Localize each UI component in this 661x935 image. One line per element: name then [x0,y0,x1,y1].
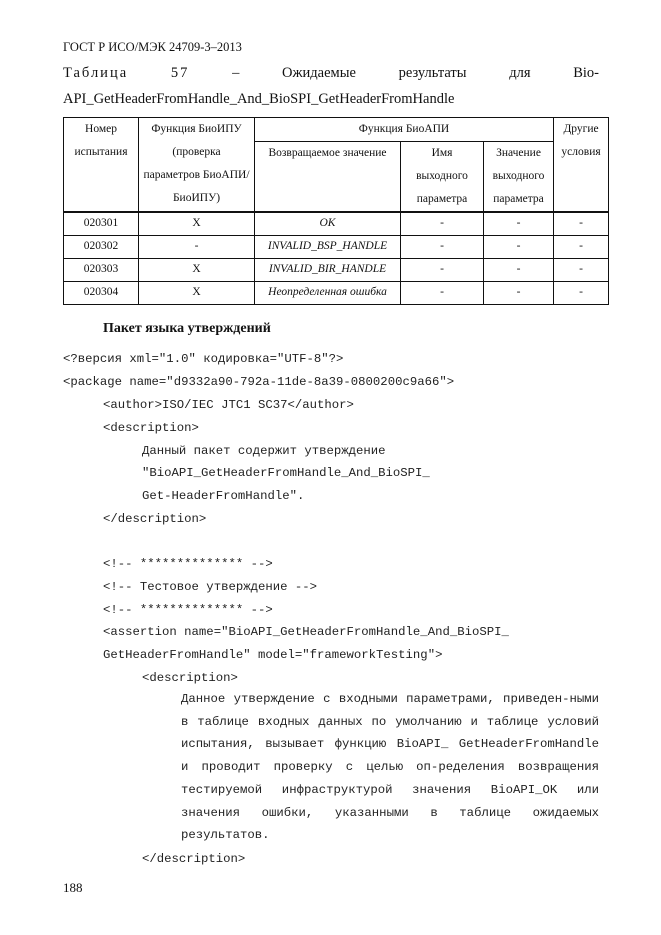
header-output-param-name: Имя выходного параметра [401,142,484,213]
header-other-conditions: Другие условия [554,118,609,213]
cell-bioipu: X [139,259,255,282]
header-bioapi-function: Функция БиоАПИ [255,118,554,142]
code-line: GetHeaderFromHandle" model="frameworkTesting"> [103,648,443,662]
document-id: ГОСТ Р ИСО/МЭК 24709-3–2013 [63,40,242,54]
table-row [64,236,609,259]
code-line: <!-- Тестовое утверждение --> [103,580,318,594]
cell-test-number: 020302 [64,236,139,259]
cell-other: - [554,259,609,282]
cell-param-name: - [401,282,484,305]
cell-bioipu: X [139,212,255,236]
caption-word: Bio- [573,65,599,81]
expected-results-table [63,117,609,305]
table-caption-line1 [63,65,599,82]
code-line: <assertion name="BioAPI_GetHeaderFromHandle_And_BioSPI_ [103,625,509,639]
code-line: "BioAPI_GetHeaderFromHandle_And_BioSPI_ [142,466,430,480]
caption-word: Ожидаемые [282,65,356,81]
header-test-number: Номер испытания [64,118,139,213]
cell-param-name: - [401,212,484,236]
cell-param-value: - [484,282,554,305]
table-row [64,259,609,282]
cell-return-value: Неопределенная ошибка [255,282,401,305]
cell-param-value: - [484,236,554,259]
header-output-param-value: Значение выходного параметра [484,142,554,213]
code-line: <!-- ************** --> [103,603,273,617]
section-title: Пакет языка утверждений [103,321,271,336]
cell-return-value: INVALID_BSP_HANDLE [255,236,401,259]
header-bioipu-function: Функция БиоИПУ (проверка параметров БиоАПИ/БиоИПУ) [139,118,255,213]
header-return-value: Возвращаемое значение [255,142,401,213]
cell-bioipu: X [139,282,255,305]
code-line: <package name="d9332a90-792a-11de-8a39-0800200c9a66"> [63,375,455,389]
code-line: </description> [142,852,246,866]
cell-other: - [554,282,609,305]
caption-word: результаты [398,65,467,81]
cell-param-value: - [484,212,554,236]
cell-bioipu: - [139,236,255,259]
table-row [64,282,609,305]
cell-return-value: INVALID_BIR_HANDLE [255,259,401,282]
code-line: <author>ISO/IEC JTC1 SC37</author> [103,398,354,412]
page-number: 188 [63,880,83,895]
code-line: <description> [142,671,238,685]
caption-word: 57 [170,65,190,81]
cell-other: - [554,212,609,236]
caption-word: для [509,65,531,81]
code-line: <?версия xml="1.0" кодировка="UTF-8"?> [63,352,344,366]
cell-param-name: - [401,236,484,259]
table-row [64,212,609,236]
code-line: <!-- ************** --> [103,557,273,571]
cell-test-number: 020303 [64,259,139,282]
cell-test-number: 020304 [64,282,139,305]
cell-return-value: OK [255,212,401,236]
table-caption-line2: API_GetHeaderFromHandle_And_BioSPI_GetHeaderFromHandle [63,91,455,107]
cell-other: - [554,236,609,259]
code-line: Данный пакет содержит утверждение [142,444,386,458]
code-line: Get-HeaderFromHandle". [142,489,305,503]
cell-param-name: - [401,259,484,282]
code-line: <description> [103,421,199,435]
caption-word: Таблица [63,65,129,81]
caption-word: – [232,65,240,81]
cell-param-value: - [484,259,554,282]
cell-test-number: 020301 [64,212,139,236]
description-paragraph: Данное утверждение с входными параметрами, приведен-ными в таблице входных данных по умолчанию и таблице условий испытания, вызывает функцию BioAPI_ GetHeaderFromHandle и проводит проверку с целью оп-ределения возвращения тестируемой инфраструктурой значения BioAPI_OK или значения ошибки, указанными в таблице ожидаемых результатов. [181,692,599,843]
code-line: </description> [103,512,207,526]
